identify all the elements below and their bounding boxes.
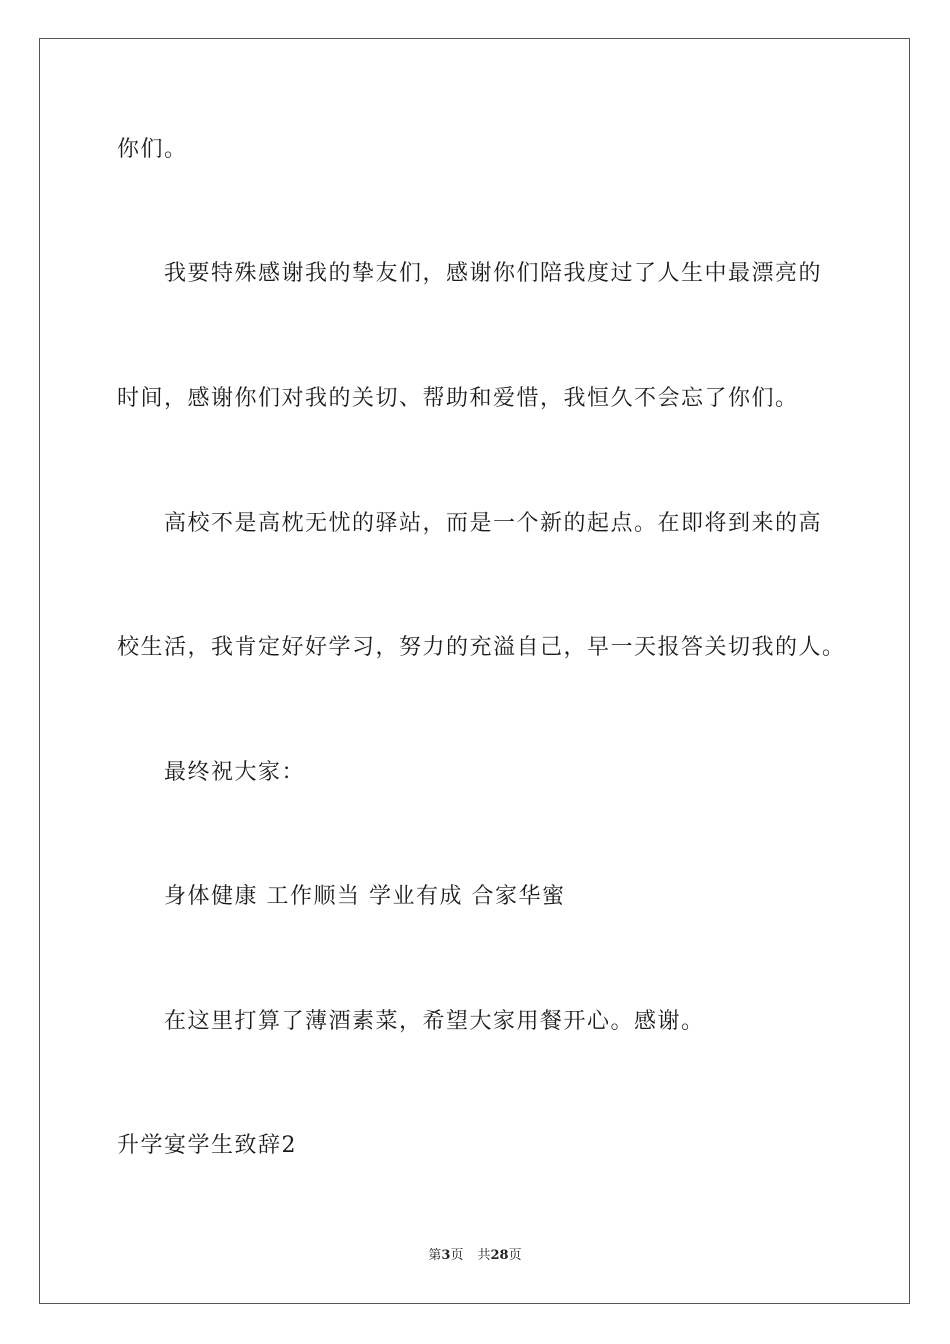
total-suffix: 页 [508, 1248, 522, 1263]
paragraph-line: 在这里打算了薄酒素菜，希望大家用餐开心。感谢。 [164, 1009, 705, 1034]
section-heading: 升学宴学生致辞2 [117, 1133, 297, 1158]
paragraph-line: 高校不是高枕无忧的驿站，而是一个新的起点。在即将到来的高 [164, 511, 823, 536]
page-number: 3 [441, 1248, 451, 1263]
total-pages: 28 [490, 1248, 509, 1263]
paragraph-line: 你们。 [117, 137, 188, 162]
paragraph-line: 我要特殊感谢我的挚友们，感谢你们陪我度过了人生中最漂亮的 [164, 261, 823, 286]
total-prefix: 共 [477, 1248, 491, 1263]
paragraph-line: 身体健康 工作顺当 学业有成 合家华蜜 [164, 884, 566, 909]
paragraph-line: 时间，感谢你们对我的关切、帮助和爱惜，我恒久不会忘了你们。 [117, 386, 799, 411]
paragraph-line: 校生活，我肯定好好学习，努力的充溢自己，早一天报答关切我的人。 [117, 635, 846, 660]
page-prefix: 第 [428, 1248, 442, 1263]
paragraph-line: 最终祝大家： [164, 760, 306, 785]
page-suffix: 页 [450, 1248, 464, 1263]
page-border [39, 38, 910, 1304]
page-footer [0, 1246, 950, 1266]
